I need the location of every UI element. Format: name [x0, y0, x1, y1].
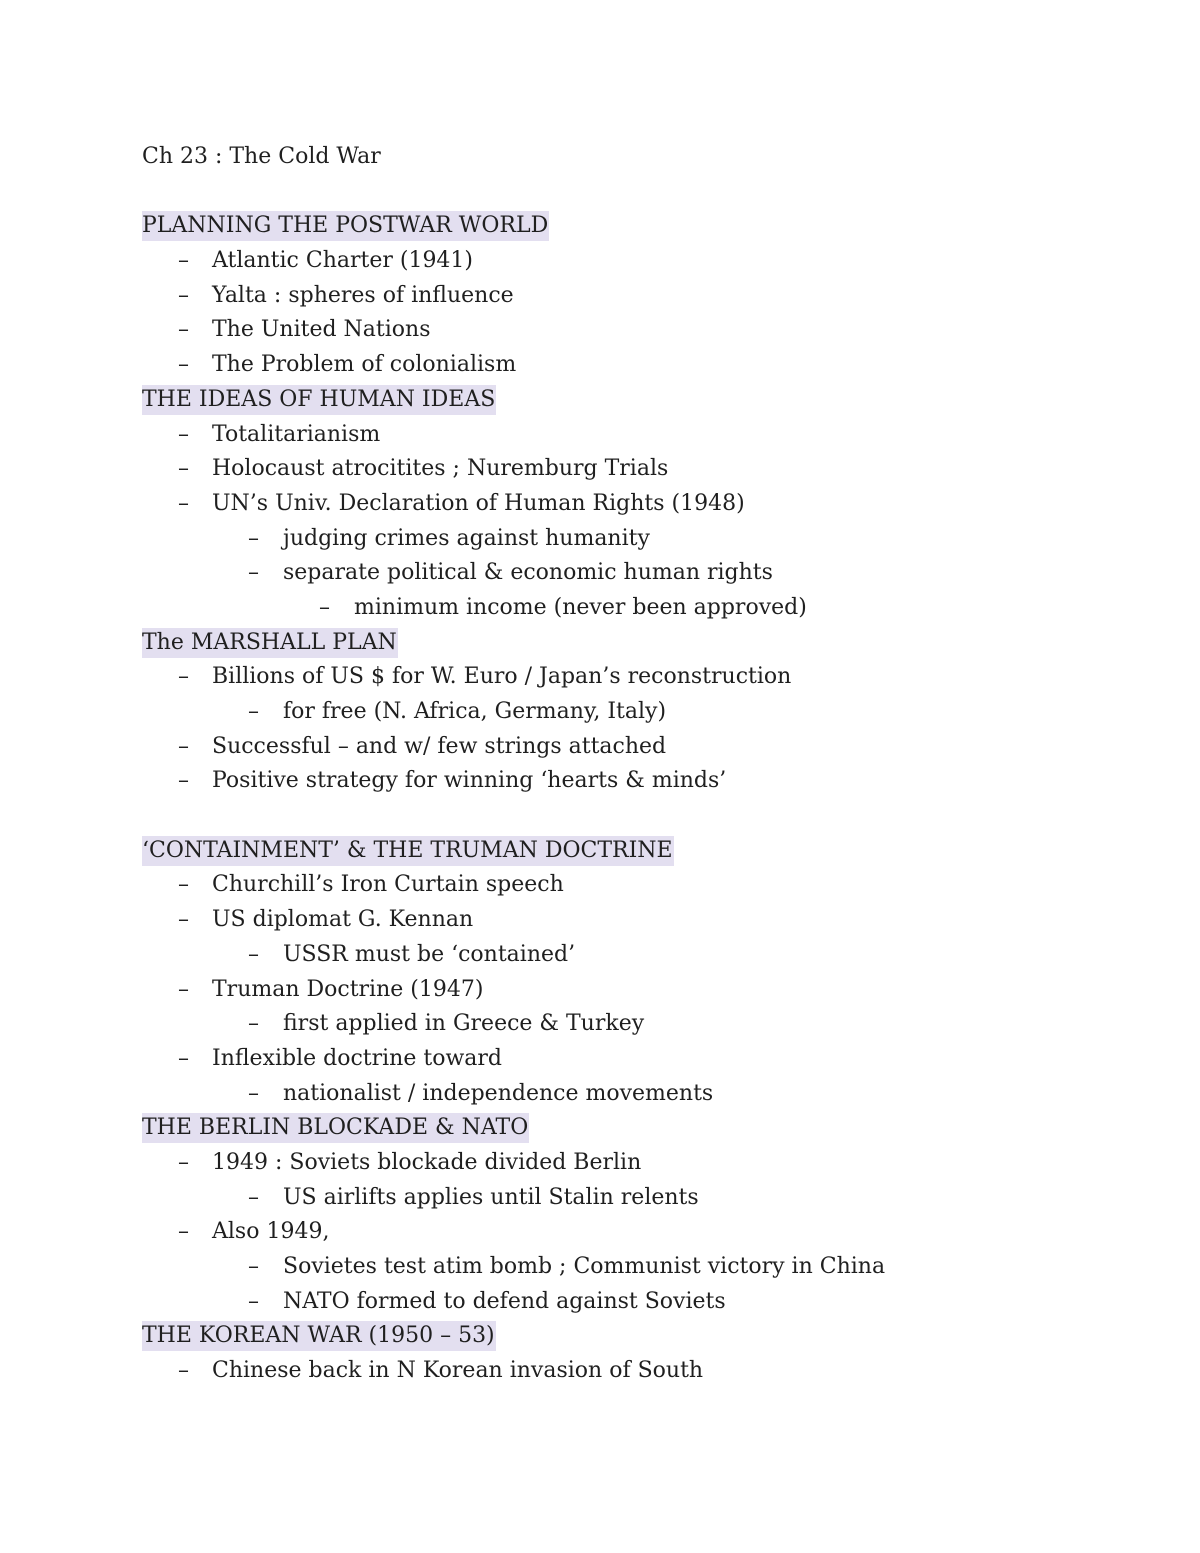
- list-item: [142, 487, 1142, 522]
- bullet-dash: –: [178, 421, 189, 447]
- heading-highlight: THE IDEAS OF HUMAN IDEAS: [142, 385, 496, 415]
- bullet-dash: –: [178, 907, 189, 933]
- heading-highlight: ‘CONTAINMENT’ & THE TRUMAN DOCTRINE: [142, 836, 674, 866]
- list-item: [142, 279, 1142, 314]
- bullet-dash: –: [248, 1011, 259, 1037]
- bullet-dash: –: [178, 352, 189, 378]
- bullet-dash: –: [248, 1080, 259, 1106]
- list-subsubitem: [142, 591, 1142, 626]
- bullet-dash: –: [178, 664, 189, 690]
- section-heading-human-ideas: [142, 383, 1142, 418]
- list-item: [142, 764, 1142, 799]
- list-item-text: separate political & economic human rights: [283, 560, 773, 586]
- section-heading-korean-war: [142, 1319, 1142, 1354]
- list-item-text: Atlantic Charter (1941): [212, 248, 474, 274]
- bullet-dash: –: [319, 594, 330, 620]
- list-item-text: Billions of US $ for W. Euro / Japan’s reconstruction: [212, 664, 792, 690]
- bullet-dash: –: [178, 456, 189, 482]
- list-subitem: [142, 522, 1142, 557]
- list-item-text: The Problem of colonialism: [212, 352, 517, 378]
- list-item-text: Inflexible doctrine toward: [212, 1045, 502, 1071]
- list-item-text: US diplomat G. Kennan: [212, 907, 474, 933]
- document-page: [142, 140, 1142, 1389]
- list-item-text: Truman Doctrine (1947): [212, 976, 484, 1002]
- list-item: [142, 313, 1142, 348]
- list-item: [142, 348, 1142, 383]
- list-item-text: Yalta : spheres of influence: [212, 282, 514, 308]
- bullet-dash: –: [178, 317, 189, 343]
- heading-highlight: PLANNING THE POSTWAR WORLD: [142, 211, 549, 241]
- list-item: [142, 1215, 1142, 1250]
- bullet-dash: –: [178, 872, 189, 898]
- list-subitem: [142, 1077, 1142, 1112]
- section-heading-containment: [142, 834, 1142, 869]
- list-item-text: Churchill’s Iron Curtain speech: [212, 872, 564, 898]
- list-item-text: 1949 : Soviets blockade divided Berlin: [212, 1149, 642, 1175]
- blank-line: [142, 799, 1142, 834]
- list-item-text: nationalist / independence movements: [283, 1080, 714, 1106]
- section-heading-postwar-world: [142, 209, 1142, 244]
- bullet-dash: –: [178, 1219, 189, 1245]
- list-subitem: [142, 1007, 1142, 1042]
- list-item: [142, 1354, 1142, 1389]
- list-subitem: [142, 938, 1142, 973]
- list-item-text: NATO formed to defend against Soviets: [283, 1288, 726, 1314]
- list-item-text: judging crimes against humanity: [283, 525, 650, 551]
- bullet-dash: –: [178, 1149, 189, 1175]
- document-title: Ch 23 : The Cold War: [142, 144, 381, 169]
- list-subitem: [142, 556, 1142, 591]
- list-item-text: first applied in Greece & Turkey: [283, 1011, 645, 1037]
- list-item-text: Chinese back in N Korean invasion of South: [212, 1358, 704, 1384]
- list-item: [142, 1042, 1142, 1077]
- list-subitem: [142, 695, 1142, 730]
- list-item: [142, 418, 1142, 453]
- bullet-dash: –: [178, 248, 189, 274]
- bullet-dash: –: [248, 560, 259, 586]
- list-item: [142, 244, 1142, 279]
- bullet-dash: –: [178, 976, 189, 1002]
- list-item-text: Also 1949,: [212, 1219, 330, 1245]
- list-item-text: The United Nations: [212, 317, 431, 343]
- bullet-dash: –: [178, 1045, 189, 1071]
- bullet-dash: –: [178, 282, 189, 308]
- list-item-text: USSR must be ‘contained’: [283, 941, 576, 967]
- bullet-dash: –: [248, 1254, 259, 1279]
- section-heading-berlin-blockade: [142, 1111, 1142, 1146]
- list-item-text: Positive strategy for winning ‘hearts & minds’: [212, 768, 727, 794]
- list-item-text: UN’s Univ. Declaration of Human Rights (1948): [212, 490, 745, 516]
- bullet-dash: –: [248, 525, 259, 551]
- list-item: [142, 1146, 1142, 1181]
- list-item-text: minimum income (never been approved): [354, 594, 807, 620]
- list-subitem: [142, 1285, 1142, 1320]
- list-item-text: Totalitarianism: [212, 421, 381, 447]
- list-item: [142, 660, 1142, 695]
- list-item: [142, 730, 1142, 765]
- list-item-text: for free (N. Africa, Germany, Italy): [283, 699, 667, 724]
- list-subitem: [142, 1181, 1142, 1216]
- bullet-dash: –: [178, 490, 189, 516]
- blank-line: [142, 175, 1142, 210]
- list-item: [142, 868, 1142, 903]
- heading-highlight: THE BERLIN BLOCKADE & NATO: [142, 1113, 529, 1143]
- bullet-dash: –: [248, 1184, 259, 1210]
- list-item-text: US airlifts applies until Stalin relents: [283, 1184, 699, 1210]
- bullet-dash: –: [178, 733, 189, 759]
- list-item: [142, 903, 1142, 938]
- list-item-text: Holocaust atrocitites ; Nuremburg Trials: [212, 456, 669, 482]
- bullet-dash: –: [248, 941, 259, 967]
- bullet-dash: –: [248, 699, 259, 724]
- section-heading-marshall-plan: [142, 626, 1142, 661]
- bullet-dash: –: [248, 1288, 259, 1314]
- list-item-text: Successful – and w/ few strings attached: [212, 733, 667, 759]
- list-subitem: [142, 1250, 1142, 1285]
- list-item: [142, 973, 1142, 1008]
- bullet-dash: –: [178, 768, 189, 794]
- heading-highlight: THE KOREAN WAR (1950 – 53): [142, 1321, 496, 1351]
- list-item-text: Sovietes test atim bomb ; Communist victory in China: [283, 1254, 886, 1279]
- bullet-dash: –: [178, 1358, 189, 1384]
- heading-highlight: The MARSHALL PLAN: [142, 628, 398, 658]
- list-item: [142, 452, 1142, 487]
